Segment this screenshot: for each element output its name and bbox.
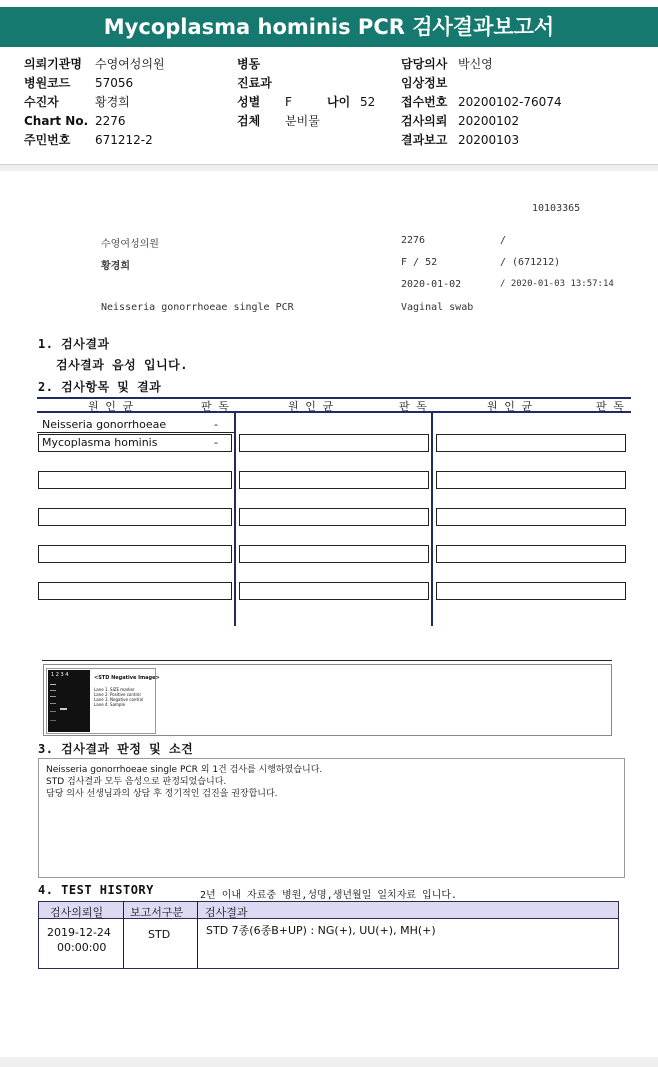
history-header <box>38 901 619 919</box>
gel-legend-item: Lane 3. Negative control <box>94 697 144 702</box>
specimen-test-name: Neisseria gonorrhoeae single PCR <box>101 302 294 313</box>
receipt-number: 20200102-76074 <box>458 95 562 109</box>
gel-photo <box>48 670 90 732</box>
gel-bands <box>48 670 90 732</box>
table-col-divider <box>234 413 236 626</box>
gel-legend <box>94 687 143 707</box>
report-title: Mycoplasma hominis PCR 검사결과보고서 <box>0 7 658 47</box>
gel-legend-item: Lane 4. Sample <box>94 702 126 707</box>
section4-heading: 4. TEST HISTORY <box>38 883 154 897</box>
col-header-judge: 판 독 <box>399 400 427 413</box>
report-date: 20200103 <box>458 133 520 147</box>
specimen-chart-slash: / <box>500 235 507 246</box>
header-label: 접수번호 <box>401 95 448 109</box>
resident-number: 671212-2 <box>95 133 153 147</box>
gel-legend-item: Lane 1. SIZE marker <box>94 687 135 692</box>
header-col1 <box>24 57 165 152</box>
empty-cell <box>239 508 429 526</box>
findings-line: STD 검사결과 모두 음성으로 판정되었습니다. <box>46 777 227 787</box>
gel-lane-numbers: 1 2 3 4 <box>51 672 69 678</box>
empty-cell <box>436 434 626 452</box>
empty-cell <box>239 582 429 600</box>
empty-cell <box>38 508 232 526</box>
history-type: STD <box>148 928 171 941</box>
specimen-kind: 분비물 <box>285 114 320 128</box>
findings-line: 담당 의사 선생님과의 상담 후 정기적인 검진을 권장합니다. <box>46 789 278 799</box>
history-col-date: 검사의뢰일 <box>50 906 104 919</box>
history-col-divider <box>123 901 124 969</box>
specimen-type: Vaginal swab <box>401 302 474 313</box>
specimen-chart: 2276 <box>401 235 426 246</box>
empty-cell <box>436 471 626 489</box>
header-label: 검체 <box>237 114 261 128</box>
result-organism: Mycoplasma hominis <box>42 436 158 449</box>
specimen-id: 10103365 <box>532 203 581 214</box>
history-col-result: 검사결과 <box>205 906 248 919</box>
header-label: Chart No. <box>24 114 89 128</box>
header-label: 결과보고 <box>401 133 448 147</box>
header-label: 진료과 <box>237 76 272 90</box>
page-gap <box>0 165 658 171</box>
col-header-judge: 판 독 <box>201 400 229 413</box>
history-date: 2019-12-24 <box>47 926 111 939</box>
clinic-name: 수영여성의원 <box>95 57 165 71</box>
header-label: 의뢰기관명 <box>24 57 82 71</box>
header-label: 병원코드 <box>24 76 71 90</box>
age-label: 나이 <box>327 95 351 109</box>
row-divider <box>37 432 234 433</box>
col-header-organism: 원 인 균 <box>88 400 134 413</box>
specimen-date-reported: / 2020-01-03 13:57:14 <box>500 279 614 289</box>
header-label: 병동 <box>237 57 261 71</box>
header-label: 성별 <box>237 95 261 109</box>
empty-cell <box>436 582 626 600</box>
result-organism: Neisseria gonorrhoeae <box>42 418 167 431</box>
specimen-date-received: 2020-01-02 <box>401 279 462 290</box>
findings-text <box>46 764 322 800</box>
specimen-clinic: 수영여성의원 <box>101 239 159 250</box>
result-row <box>38 434 232 452</box>
findings-line: Neisseria gonorrhoeae single PCR 외 1건 검사를 시행하였습니다. <box>46 765 323 775</box>
sex: F <box>285 95 292 109</box>
header-col3 <box>401 57 562 152</box>
history-note: 2년 이내 자료중 병원,성명,생년월일 일치자료 입니다. <box>200 890 458 901</box>
section1-text: 검사결과 음성 입니다. <box>56 358 189 372</box>
empty-cell <box>239 545 429 563</box>
section1-heading: 1. 검사결과 <box>38 337 110 351</box>
specimen-sex-age: F / 52 <box>401 257 438 268</box>
gel-title: <STD Negative Image> <box>94 675 160 681</box>
specimen-patient: 황경희 <box>101 261 130 272</box>
header-col2 <box>237 57 397 133</box>
col-header-organism: 원 인 균 <box>288 400 334 413</box>
header-label: 임상정보 <box>401 76 448 90</box>
empty-cell <box>38 471 232 489</box>
chart-number: 2276 <box>95 114 126 128</box>
page-bottom-band <box>0 1057 658 1067</box>
header-label: 검사의뢰 <box>401 114 448 128</box>
col-header-judge: 판 독 <box>596 400 624 413</box>
gel-top-rule <box>42 660 612 661</box>
empty-cell <box>239 434 429 452</box>
empty-cell <box>436 545 626 563</box>
section3-heading: 3. 검사결과 판정 및 소견 <box>38 742 194 756</box>
patient-name: 황경희 <box>95 95 130 109</box>
history-col-type: 보고서구분 <box>130 906 184 919</box>
hospital-code: 57056 <box>95 76 134 90</box>
request-date: 20200102 <box>458 114 520 128</box>
result-value: - <box>214 436 218 449</box>
specimen-birth: / (671212) <box>500 257 561 268</box>
empty-cell <box>436 508 626 526</box>
table-col-divider <box>431 413 433 626</box>
header-label: 담당의사 <box>401 57 448 71</box>
section2-heading: 2. 검사항목 및 결과 <box>38 380 162 394</box>
header-label: 수진자 <box>24 95 59 109</box>
result-value: - <box>214 418 218 431</box>
gel-legend-item: Lane 2. Positive control <box>94 692 141 697</box>
empty-cell <box>38 545 232 563</box>
empty-cell <box>38 582 232 600</box>
empty-cell <box>239 471 429 489</box>
age: 52 <box>360 95 376 109</box>
doctor: 박신영 <box>458 57 493 71</box>
history-result: STD 7종(6종B+UP) : NG(+), UU(+), MH(+) <box>206 924 436 937</box>
history-col-divider <box>197 901 198 969</box>
history-time: 00:00:00 <box>57 941 107 954</box>
header-label: 주민번호 <box>24 133 71 147</box>
col-header-organism: 원 인 균 <box>487 400 533 413</box>
